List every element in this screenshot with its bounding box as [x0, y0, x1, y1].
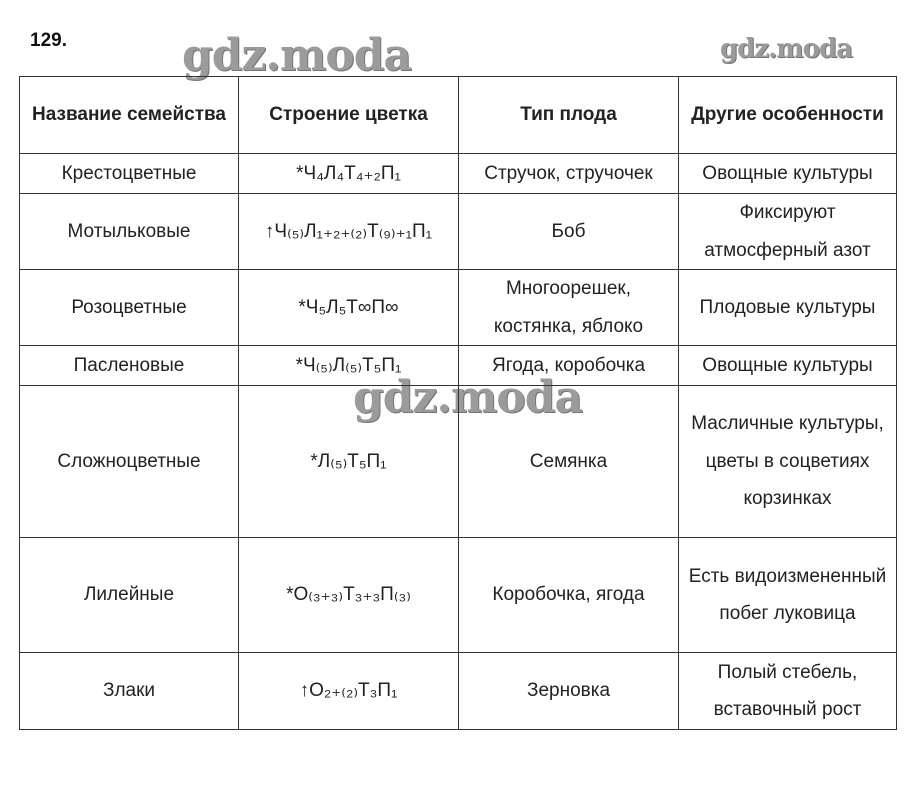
cell-features: Масличные культуры, цветы в соцветиях корзинках	[679, 386, 897, 538]
cell-family: Лилейные	[20, 538, 239, 653]
cell-fruit: Стручок, стручочек	[459, 154, 679, 194]
table-row	[20, 538, 897, 653]
cell-flower-formula: *Л₍₅₎Т₅П₁	[239, 386, 459, 538]
cell-features: Полый стебель, вставочный рост	[679, 653, 897, 730]
task-number: 129.	[30, 30, 67, 51]
cell-fruit: Многоорешек, костянка, яблоко	[459, 270, 679, 346]
cell-flower-formula: *Ч₍₅₎Л₍₅₎Т₅П₁	[239, 346, 459, 386]
table-row	[20, 346, 897, 386]
header-flower-structure: Строение цветка	[239, 77, 459, 154]
cell-family: Розоцветные	[20, 270, 239, 346]
cell-features: Фиксируют атмосферный азот	[679, 194, 897, 270]
watermark-logo: gdz.moda	[353, 372, 583, 423]
watermark-logo: gdz.moda	[182, 30, 412, 81]
table-row	[20, 386, 897, 538]
header-fruit-type: Тип плода	[459, 77, 679, 154]
cell-flower-formula: ↑О₂₊₍₂₎Т₃П₁	[239, 653, 459, 730]
table-row	[20, 154, 897, 194]
table-row	[20, 653, 897, 730]
table-row	[20, 270, 897, 346]
plant-families-table	[19, 76, 897, 730]
cell-features: Плодовые культуры	[679, 270, 897, 346]
cell-flower-formula: ↑Ч₍₅₎Л₁₊₂₊₍₂₎Т₍₉₎₊₁П₁	[239, 194, 459, 270]
cell-features: Овощные культуры	[679, 346, 897, 386]
cell-family: Сложноцветные	[20, 386, 239, 538]
cell-flower-formula: *О₍₃₊₃₎Т₃₊₃П₍₃₎	[239, 538, 459, 653]
cell-fruit: Коробочка, ягода	[459, 538, 679, 653]
cell-family: Мотыльковые	[20, 194, 239, 270]
header-other-features: Другие особенности	[679, 77, 897, 154]
cell-family: Крестоцветные	[20, 154, 239, 194]
cell-family: Пасленовые	[20, 346, 239, 386]
cell-fruit: Боб	[459, 194, 679, 270]
cell-flower-formula: *Ч₄Л₄Т₄₊₂П₁	[239, 154, 459, 194]
cell-fruit: Семянка	[459, 386, 679, 538]
cell-family: Злаки	[20, 653, 239, 730]
header-family: Название семейства	[20, 77, 239, 154]
cell-flower-formula: *Ч₅Л₅Т∞П∞	[239, 270, 459, 346]
cell-fruit: Ягода, коробочка	[459, 346, 679, 386]
cell-features: Есть видоизмененный побег луковица	[679, 538, 897, 653]
watermark-logo: gdz.moda	[720, 34, 853, 64]
cell-fruit: Зерновка	[459, 653, 679, 730]
table-row	[20, 194, 897, 270]
table-header-row	[20, 77, 897, 154]
cell-features: Овощные культуры	[679, 154, 897, 194]
